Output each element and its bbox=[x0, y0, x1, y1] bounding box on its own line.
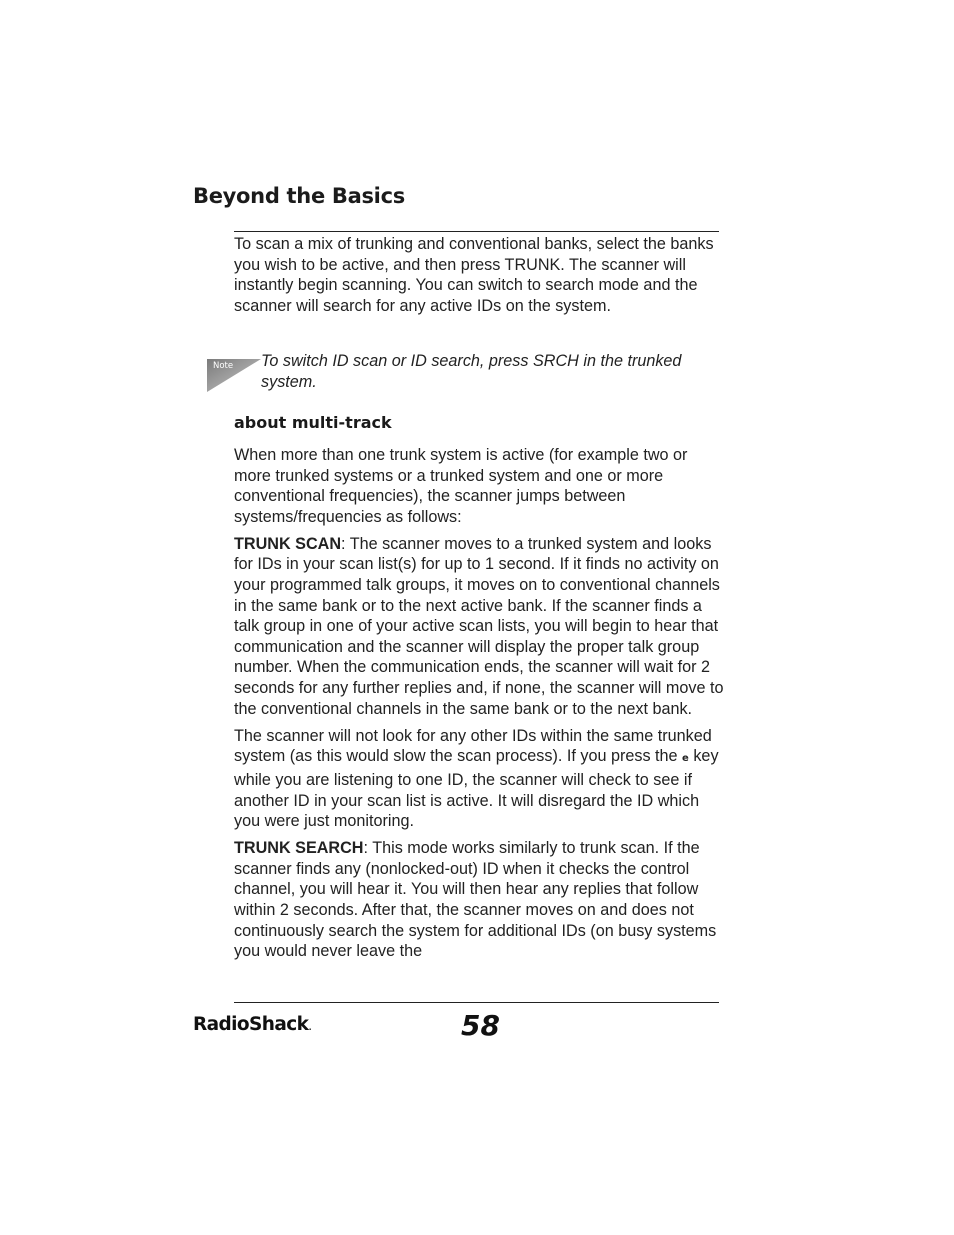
multi-track-paragraph: When more than one trunk system is active (for example two or more trunked systems or a trunked system and one or more conventional frequencies), the scanner jumps between systems/frequencies as follows: bbox=[234, 446, 688, 526]
note-callout bbox=[207, 351, 727, 395]
trunk-search-paragraph bbox=[234, 838, 724, 962]
id-skip-text-start: The scanner will not look for any other IDs within the same trunked system (as this would slow the scan process). If you press the bbox=[234, 726, 712, 766]
note-text: To switch ID scan or ID search, press SRCH in the trunked system. bbox=[261, 352, 682, 391]
trunk-search-text: : This mode works similarly to trunk scan. If the scanner finds any (nonlocked-out) ID when it checks the control channel, you will hear it. You will then hear any replies that follow within 2 seconds. After that, the scanner moves on and does not continuously search the system for additional IDs (on busy systems you would never leave the bbox=[234, 839, 717, 961]
trunk-scan-paragraph bbox=[234, 534, 724, 719]
brand-name: RadioShack bbox=[193, 1014, 309, 1035]
id-skip-paragraph bbox=[234, 726, 724, 832]
section-title: Beyond the Basics bbox=[193, 184, 405, 208]
note-label: Note bbox=[213, 361, 234, 371]
e-key-icon: e bbox=[682, 753, 689, 765]
top-rule bbox=[234, 231, 719, 232]
intro-paragraph: To scan a mix of trunking and conventional banks, select the banks you wish to be active, and then press TRUNK. The scanner will instantly begin scanning. You can switch to search mode and the scanner will search for any active IDs on the system. bbox=[234, 235, 714, 315]
trunk-scan-text: : The scanner moves to a trunked system and looks for IDs in your scan list(s) for up to 1 second. If it finds no activity on your programmed talk groups, it moves on to conventional channels in the same bank or to the next active bank. If the scanner finds a talk group in one of your active scan lists, you will begin to hear that communication and the scanner will display the proper talk group number. When the communication ends, the scanner will wait for 2 seconds for any further replies and, if none, the scanner will move to the conventional channels in the same bank or to the next bank. bbox=[234, 534, 724, 718]
multi-track-heading: about multi-track bbox=[234, 413, 392, 432]
page-number: 58 bbox=[461, 1009, 500, 1042]
trunk-scan-label: TRUNK SCAN bbox=[234, 534, 342, 553]
bottom-rule bbox=[234, 1002, 719, 1003]
trunk-search-label: TRUNK SEARCH bbox=[234, 839, 364, 858]
id-skip-text-end: key while you are listening to one ID, the scanner will check to see if another ID in your scan list is active. It will disregard the ID which you were just monitoring. bbox=[234, 747, 719, 831]
brand-dot: . bbox=[308, 1019, 312, 1033]
intro-section bbox=[234, 234, 724, 316]
brand-logo bbox=[193, 1014, 312, 1035]
multi-track-section bbox=[234, 445, 724, 962]
